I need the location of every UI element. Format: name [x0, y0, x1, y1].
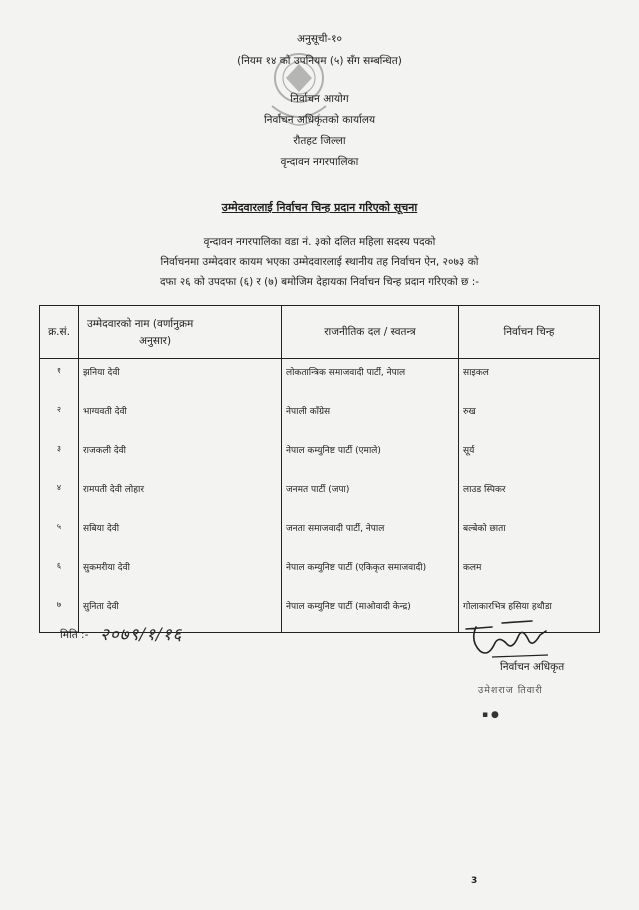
cell-sn: १	[40, 359, 79, 399]
header-sn: क्र.सं.	[40, 306, 79, 359]
table-row	[40, 515, 600, 554]
org-line-municipality: वृन्दावन नगरपालिका	[280, 156, 359, 168]
cell-name: रामपती देवी लोहार	[79, 476, 282, 515]
cell-symbol: रुख	[459, 398, 600, 437]
officer-name: उमेशराज तिवारी	[478, 685, 543, 696]
header-party: राजनीतिक दल / स्वतन्त्र	[282, 306, 459, 359]
cell-party: नेपाल कम्युनिष्ट पार्टी (माओवादी केन्द्र)	[282, 593, 459, 633]
rule-reference: (नियम १४ को उपनियम (५) सँग सम्बन्धित)	[237, 55, 402, 67]
cell-party: जनमत पार्टी (जपा)	[282, 476, 459, 515]
org-line-commission: निर्वाचन आयोग	[290, 93, 349, 105]
cell-party: लोकतान्त्रिक समाजवादी पार्टी, नेपाल	[282, 359, 459, 399]
paragraph-line: निर्वाचनमा उम्मेदवार कायम भएका उम्मेदवारलाई स्थानीय तह निर्वाचन ऐन, २०७३ को	[160, 256, 479, 268]
schedule-label: अनुसूची-१०	[296, 33, 343, 45]
officer-signature-icon	[462, 617, 572, 662]
table-row	[40, 554, 600, 593]
cell-symbol: साइकल	[459, 359, 600, 399]
candidates-table	[39, 305, 600, 633]
cell-name: राजकली देवी	[79, 437, 282, 476]
org-line-district: रौतहट जिल्ला	[293, 135, 346, 147]
cell-sn: २	[40, 398, 79, 437]
table-row	[40, 398, 600, 437]
cell-symbol: बल्बेको छाता	[459, 515, 600, 554]
cell-sn: ६	[40, 554, 79, 593]
cell-sn: ४	[40, 476, 79, 515]
paragraph-line: दफा २६ को उपदफा (६) र (७) बमोजिम देहायका निर्वाचन चिन्ह प्रदान गरिएको छ :-	[159, 276, 480, 288]
paragraph-line: वृन्दावन नगरपालिका वडा नं. ३को दलित महिला सदस्य पदको	[203, 236, 436, 248]
cell-party: नेपाली काँग्रेस	[282, 398, 459, 437]
table-header-row	[40, 306, 600, 359]
header-symbol: निर्वाचन चिन्ह	[459, 306, 600, 359]
cell-name: सुकमरीया देवी	[79, 554, 282, 593]
page-number: 3	[471, 876, 478, 886]
cell-sn: ५	[40, 515, 79, 554]
cell-name: भाग्यवती देवी	[79, 398, 282, 437]
cell-symbol: कलम	[459, 554, 600, 593]
cell-sn: ३	[40, 437, 79, 476]
header-name-line2: अनुसार)	[139, 334, 172, 347]
cell-name: सुनिता देवी	[79, 593, 282, 633]
officer-title: निर्वाचन अधिकृत	[500, 661, 565, 673]
cell-name: झनिया देवी	[79, 359, 282, 399]
cell-party: नेपाल कम्युनिष्ट पार्टी (एमाले)	[282, 437, 459, 476]
cell-sn: ७	[40, 593, 79, 633]
header-candidate-name	[79, 306, 282, 359]
table-row	[40, 359, 600, 399]
notice-paragraph	[0, 232, 639, 292]
cell-symbol: सूर्य	[459, 437, 600, 476]
table-row	[40, 476, 600, 515]
org-line-office: निर्वाचन अधिकृतको कार्यालय	[263, 114, 376, 126]
table-row	[40, 437, 600, 476]
cell-symbol: गोलाकारभित्र हसिया हथौडा	[459, 593, 600, 633]
date-label: मिति :-	[60, 629, 89, 641]
date-value: २०७९/१/१६	[100, 625, 183, 645]
header-name-line1: उम्मेदवारको नाम (वर्णानुक्रम	[87, 317, 194, 330]
ink-dots-icon: ▪ ●	[482, 710, 499, 720]
cell-party: नेपाल कम्युनिष्ट पार्टी (एकिकृत समाजवादी)	[282, 554, 459, 593]
cell-name: सबिया देवी	[79, 515, 282, 554]
cell-symbol: लाउड स्पिकर	[459, 476, 600, 515]
cell-party: जनता समाजवादी पार्टी, नेपाल	[282, 515, 459, 554]
notice-title: उम्मेदवारलाई निर्वाचन चिन्ह प्रदान गरिएको सूचना	[221, 201, 418, 214]
